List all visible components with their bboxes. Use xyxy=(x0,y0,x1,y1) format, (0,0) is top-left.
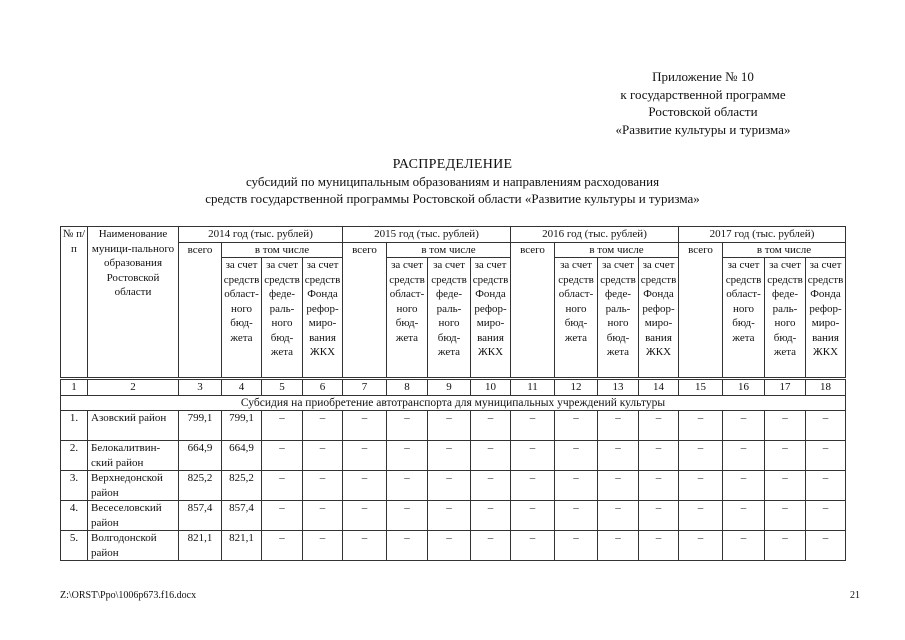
value-cell: 825,2 xyxy=(222,471,262,501)
regional-budget-header: за счет средств област-ного бюд-жета xyxy=(222,258,262,378)
value-cell: 825,2 xyxy=(179,471,222,501)
value-cell: – xyxy=(765,471,806,501)
value-cell: – xyxy=(471,501,511,531)
value-cell: – xyxy=(303,471,343,501)
federal-budget-header: за счет средств феде-раль-ного бюд-жета xyxy=(765,258,806,378)
row-number: 5. xyxy=(61,531,88,561)
value-cell: – xyxy=(679,411,723,441)
value-cell: – xyxy=(765,531,806,561)
value-cell: – xyxy=(555,531,598,561)
value-cell: – xyxy=(555,471,598,501)
value-cell: – xyxy=(723,441,765,471)
value-cell: 821,1 xyxy=(179,531,222,561)
value-cell: – xyxy=(765,501,806,531)
value-cell: – xyxy=(598,501,639,531)
column-number: 9 xyxy=(428,380,471,396)
value-cell: – xyxy=(303,411,343,441)
value-cell: – xyxy=(303,441,343,471)
value-cell: – xyxy=(428,441,471,471)
value-cell: – xyxy=(471,441,511,471)
value-cell: – xyxy=(806,531,846,561)
value-cell: – xyxy=(428,411,471,441)
value-cell: – xyxy=(471,531,511,561)
value-cell: – xyxy=(639,411,679,441)
header-row-total xyxy=(61,242,846,258)
housing-fund-header: за счет средств Фонда рефор-миро-вания ЖКХ xyxy=(471,258,511,378)
value-cell: 857,4 xyxy=(222,501,262,531)
value-cell: – xyxy=(387,501,428,531)
value-cell: – xyxy=(598,471,639,501)
table-row xyxy=(61,471,846,501)
title-line: субсидий по муниципальным образованиям и направлениям расходования xyxy=(245,174,660,189)
municipality-name: Весеселовский район xyxy=(88,501,179,531)
value-cell: – xyxy=(387,471,428,501)
column-number: 1 xyxy=(61,380,88,396)
row-number: 2. xyxy=(61,441,88,471)
regional-budget-header: за счет средств област-ного бюд-жета xyxy=(387,258,428,378)
value-cell: – xyxy=(723,471,765,501)
value-cell: – xyxy=(723,411,765,441)
column-number: 10 xyxy=(471,380,511,396)
value-cell: – xyxy=(639,441,679,471)
col-name-header: Наименование муници-пального образования Ростовской области xyxy=(88,227,179,378)
value-cell: – xyxy=(511,471,555,501)
column-number: 7 xyxy=(343,380,387,396)
table-row xyxy=(61,441,846,471)
document-title xyxy=(0,156,905,207)
value-cell: 857,4 xyxy=(179,501,222,531)
page-number: 21 xyxy=(850,590,860,601)
title-heading: РАСПРЕДЕЛЕНИЕ xyxy=(392,157,513,172)
value-cell: – xyxy=(679,501,723,531)
column-number: 3 xyxy=(179,380,222,396)
value-cell: – xyxy=(679,441,723,471)
value-cell: – xyxy=(428,501,471,531)
value-cell: – xyxy=(428,471,471,501)
housing-fund-header: за счет средств Фонда рефор-миро-вания ЖКХ xyxy=(806,258,846,378)
value-cell: – xyxy=(679,531,723,561)
federal-budget-header: за счет средств феде-раль-ного бюд-жета xyxy=(428,258,471,378)
municipality-name: Верхнедонской район xyxy=(88,471,179,501)
appendix-header xyxy=(553,68,853,138)
federal-budget-header: за счет средств феде-раль-ного бюд-жета xyxy=(262,258,303,378)
section-row xyxy=(61,395,846,411)
value-cell: – xyxy=(511,501,555,531)
value-cell: – xyxy=(555,411,598,441)
including-header: в том числе xyxy=(723,242,846,258)
housing-fund-header: за счет средств Фонда рефор-миро-вания ЖКХ xyxy=(303,258,343,378)
total-header: всего xyxy=(343,242,387,378)
municipality-name: Азовский район xyxy=(88,411,179,441)
row-number: 3. xyxy=(61,471,88,501)
column-number: 8 xyxy=(387,380,428,396)
value-cell: – xyxy=(343,501,387,531)
title-line: средств государственной программы Ростовской области «Развитие культуры и туризма» xyxy=(205,191,700,206)
appendix-line: к государственной программе xyxy=(620,86,786,102)
value-cell: – xyxy=(806,501,846,531)
value-cell: – xyxy=(303,501,343,531)
column-number: 11 xyxy=(511,380,555,396)
total-header: всего xyxy=(179,242,222,378)
distribution-table xyxy=(60,226,846,561)
column-number: 12 xyxy=(555,380,598,396)
column-number: 4 xyxy=(222,380,262,396)
value-cell: – xyxy=(598,441,639,471)
col-no-header: № п/п xyxy=(61,227,88,378)
value-cell: – xyxy=(262,471,303,501)
value-cell: – xyxy=(511,411,555,441)
table-row xyxy=(61,501,846,531)
year-header-2016: 2016 год (тыс. рублей) xyxy=(511,227,679,243)
municipality-name: Белокалитвин-ский район xyxy=(88,441,179,471)
regional-budget-header: за счет средств област-ного бюд-жета xyxy=(723,258,765,378)
value-cell: – xyxy=(428,531,471,561)
value-cell: – xyxy=(555,441,598,471)
value-cell: – xyxy=(343,471,387,501)
value-cell: – xyxy=(806,471,846,501)
value-cell: – xyxy=(262,441,303,471)
value-cell: – xyxy=(262,411,303,441)
column-number: 18 xyxy=(806,380,846,396)
municipality-name: Волгодонской район xyxy=(88,531,179,561)
column-number: 14 xyxy=(639,380,679,396)
value-cell: – xyxy=(639,531,679,561)
total-header: всего xyxy=(679,242,723,378)
column-number: 6 xyxy=(303,380,343,396)
value-cell: 799,1 xyxy=(222,411,262,441)
header-row-years xyxy=(61,227,846,243)
value-cell: – xyxy=(511,441,555,471)
appendix-line: Приложение № 10 xyxy=(652,69,754,84)
value-cell: – xyxy=(639,471,679,501)
column-number: 5 xyxy=(262,380,303,396)
value-cell: – xyxy=(679,471,723,501)
value-cell: – xyxy=(723,501,765,531)
table-row xyxy=(61,411,846,441)
value-cell: – xyxy=(765,441,806,471)
value-cell: – xyxy=(387,411,428,441)
value-cell: – xyxy=(262,531,303,561)
value-cell: – xyxy=(765,411,806,441)
value-cell: – xyxy=(387,441,428,471)
section-title: Субсидия на приобретение автотранспорта для муниципальных учреждений культуры xyxy=(61,395,846,411)
value-cell: – xyxy=(511,531,555,561)
data-rows xyxy=(61,411,846,561)
year-header-2015: 2015 год (тыс. рублей) xyxy=(343,227,511,243)
value-cell: 664,9 xyxy=(222,441,262,471)
value-cell: – xyxy=(343,411,387,441)
value-cell: – xyxy=(471,411,511,441)
column-number: 15 xyxy=(679,380,723,396)
value-cell: – xyxy=(262,501,303,531)
including-header: в том числе xyxy=(387,242,511,258)
including-header: в том числе xyxy=(555,242,679,258)
row-number: 4. xyxy=(61,501,88,531)
file-path: Z:\ORST\Ppo\1006p673.f16.docx xyxy=(60,590,197,601)
column-number: 17 xyxy=(765,380,806,396)
value-cell: – xyxy=(806,441,846,471)
value-cell: 664,9 xyxy=(179,441,222,471)
row-number: 1. xyxy=(61,411,88,441)
value-cell: – xyxy=(343,441,387,471)
year-header-2014: 2014 год (тыс. рублей) xyxy=(179,227,343,243)
appendix-line: Ростовской области xyxy=(648,104,758,119)
value-cell: 821,1 xyxy=(222,531,262,561)
value-cell: – xyxy=(639,501,679,531)
including-header: в том числе xyxy=(222,242,343,258)
value-cell: – xyxy=(303,531,343,561)
column-number: 16 xyxy=(723,380,765,396)
value-cell: – xyxy=(723,531,765,561)
table-row xyxy=(61,531,846,561)
value-cell: – xyxy=(555,501,598,531)
value-cell: – xyxy=(598,411,639,441)
value-cell: – xyxy=(471,471,511,501)
year-header-2017: 2017 год (тыс. рублей) xyxy=(679,227,846,243)
column-number: 2 xyxy=(88,380,179,396)
federal-budget-header: за счет средств феде-раль-ного бюд-жета xyxy=(598,258,639,378)
value-cell: 799,1 xyxy=(179,411,222,441)
value-cell: – xyxy=(343,531,387,561)
value-cell: – xyxy=(387,531,428,561)
column-number: 13 xyxy=(598,380,639,396)
value-cell: – xyxy=(598,531,639,561)
value-cell: – xyxy=(806,411,846,441)
housing-fund-header: за счет средств Фонда рефор-миро-вания ЖКХ xyxy=(639,258,679,378)
regional-budget-header: за счет средств област-ного бюд-жета xyxy=(555,258,598,378)
total-header: всего xyxy=(511,242,555,378)
column-number-row xyxy=(61,380,846,396)
appendix-line: «Развитие культуры и туризма» xyxy=(615,121,791,137)
